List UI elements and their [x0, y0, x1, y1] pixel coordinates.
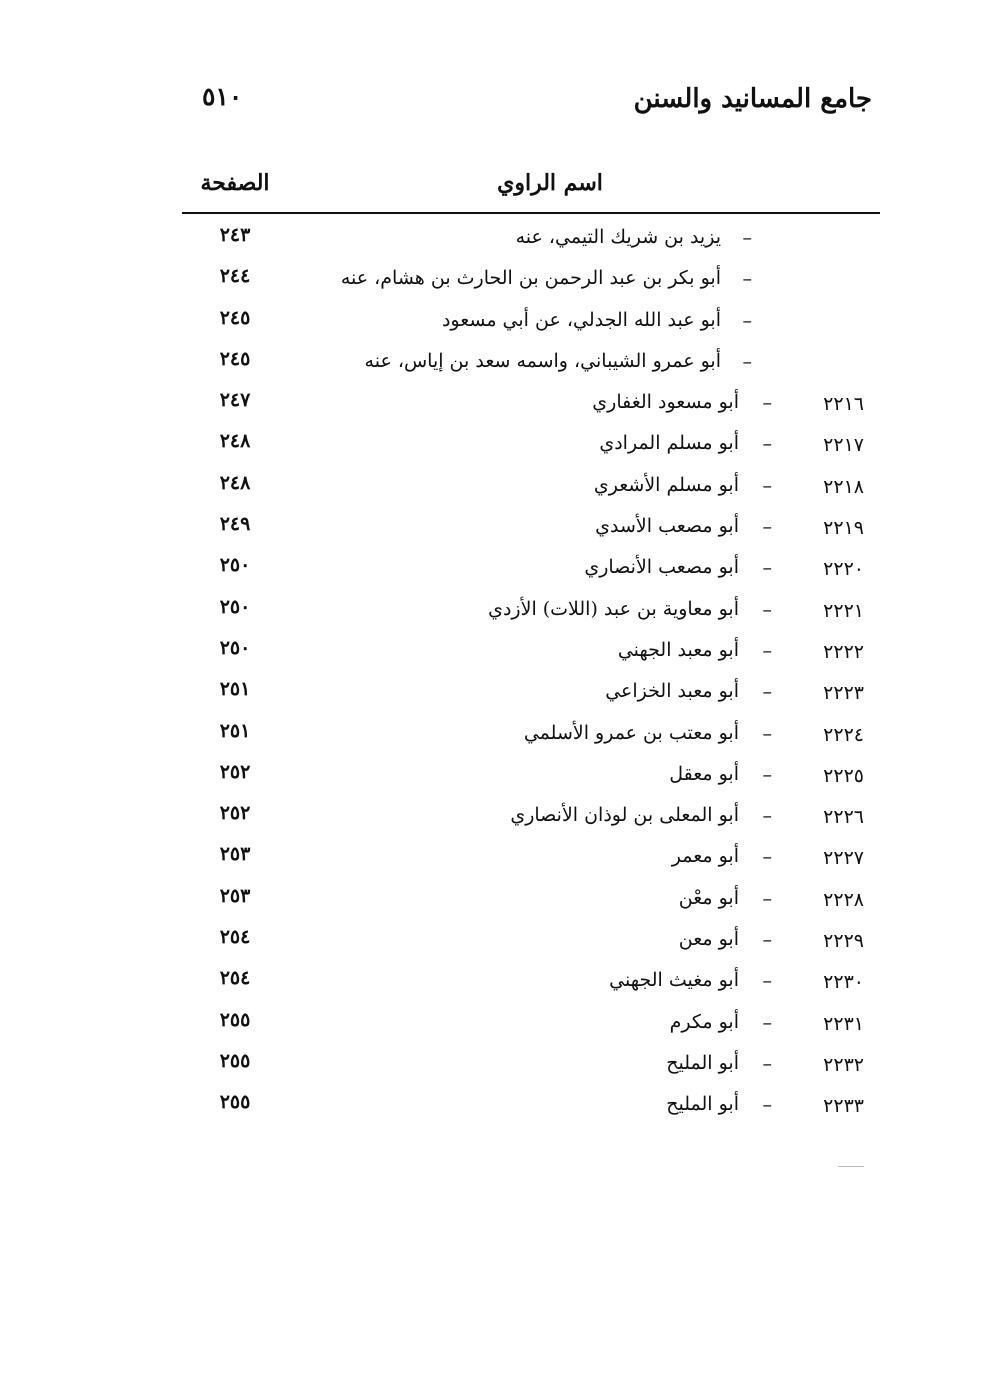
index-row — [0, 552, 984, 593]
page-reference: ٢٥٢ — [219, 802, 251, 825]
entry-dash: – — [762, 474, 772, 497]
narrator-name: أبو مسلم الأشعري — [593, 473, 739, 496]
narrator-name: أبو المعلى بن لوذان الأنصاري — [510, 804, 739, 827]
entry-number: ٢٢٢٤ — [823, 723, 864, 746]
narrator-name: أبو عبد الله الجدلي، عن أبي مسعود — [441, 308, 721, 331]
entry-number: ٢٢١٦ — [823, 393, 864, 416]
index-row — [0, 346, 984, 387]
index-row — [0, 222, 984, 263]
narrator-name: أبو مصعب الأسدي — [595, 515, 739, 538]
entry-number: ٢٢١٨ — [823, 475, 864, 498]
page-number: ٥١٠ — [202, 82, 243, 111]
index-row — [0, 965, 984, 1006]
narrator-name: أبو مصعب الأنصاري — [584, 556, 739, 579]
page-reference: ٢٥٣ — [219, 843, 251, 866]
index-row — [0, 676, 984, 717]
narrator-name: أبو المليح — [666, 1051, 739, 1074]
entry-number: ٢٢٢١ — [823, 599, 864, 622]
page-reference: ٢٥٤ — [219, 967, 251, 990]
index-row — [0, 470, 984, 511]
entry-number: ٢٢٣٠ — [823, 971, 864, 994]
entry-dash: – — [762, 763, 772, 786]
page-reference: ٢٥٥ — [219, 1091, 251, 1114]
entry-dash: – — [742, 309, 752, 332]
page-reference: ٢٥١ — [219, 719, 251, 742]
page-reference: ٢٤٨ — [219, 471, 251, 494]
page-reference: ٢٥٥ — [219, 1049, 251, 1072]
page-reference: ٢٥٠ — [219, 636, 251, 659]
entry-dash: – — [762, 970, 772, 993]
narrator-name: أبو معمر — [671, 845, 739, 868]
entry-number: ٢٢٣١ — [823, 1012, 864, 1035]
index-row — [0, 511, 984, 552]
index-row — [0, 841, 984, 882]
entry-dash: – — [762, 887, 772, 910]
entry-dash: – — [762, 516, 772, 539]
narrator-name: أبو مكرم — [669, 1010, 739, 1033]
entry-number: ٢٢٢٧ — [823, 847, 864, 870]
entry-dash: – — [762, 722, 772, 745]
entry-number: ٢٢٣٣ — [823, 1095, 864, 1118]
narrator-name: أبو عمرو الشيباني، واسمه سعد بن إياس، عنه — [364, 349, 721, 372]
narrator-name: يزيد بن شريك التيمي، عنه — [515, 226, 721, 248]
index-row — [0, 387, 984, 428]
page-reference: ٢٥١ — [219, 678, 251, 701]
index-row — [0, 1048, 984, 1089]
index-row — [0, 1089, 984, 1130]
entry-number: ٢٢٣٢ — [823, 1053, 864, 1076]
entry-number: ٢٢٢٥ — [823, 764, 864, 787]
narrator-name: أبو معتب بن عمرو الأسلمي — [523, 721, 739, 744]
page-reference: ٢٤٨ — [219, 430, 251, 453]
entry-dash: – — [762, 598, 772, 621]
page-reference: ٢٥٠ — [219, 554, 251, 577]
narrator-name: أبو مسعود الغفاري — [592, 391, 739, 414]
page-reference: ٢٤٥ — [219, 306, 251, 329]
entry-number: ٢٢١٧ — [823, 434, 864, 457]
index-row — [0, 883, 984, 924]
entry-number: ٢٢٢٢ — [823, 640, 864, 663]
column-header-name: اسم الراوي — [497, 170, 603, 196]
entry-number: ٢٢٢٨ — [823, 888, 864, 911]
page-reference: ٢٤٣ — [219, 224, 251, 246]
entry-dash: – — [762, 1011, 772, 1034]
narrator-name: أبو معبد الجهني — [617, 638, 739, 661]
narrator-name: أبو معن — [678, 928, 739, 951]
entry-dash: – — [762, 1094, 772, 1117]
index-row — [0, 263, 984, 304]
entry-number: ٢٢٢٠ — [823, 558, 864, 581]
page-reference: ٢٥٥ — [219, 1008, 251, 1031]
narrator-name: أبو معاوية بن عبد (اللات) الأزدي — [488, 597, 739, 620]
entry-dash: – — [762, 433, 772, 456]
entry-number: ٢٢٢٣ — [823, 682, 864, 705]
index-row — [0, 428, 984, 469]
index-row — [0, 305, 984, 346]
index-row — [0, 800, 984, 841]
entry-dash: – — [762, 557, 772, 580]
page-reference: ٢٥٣ — [219, 884, 251, 907]
entry-dash: – — [742, 227, 752, 249]
page-reference: ٢٤٩ — [219, 513, 251, 536]
index-row — [0, 759, 984, 800]
header-rule — [182, 212, 880, 214]
narrator-name: أبو مسلم المرادي — [599, 432, 739, 455]
page-reference: ٢٤٥ — [219, 347, 251, 370]
narrator-name: أبو مغيث الجهني — [609, 969, 739, 992]
narrator-name: أبو معبد الخزاعي — [605, 680, 739, 703]
entry-dash: – — [762, 392, 772, 415]
column-header-page: الصفحة — [200, 170, 270, 196]
entry-dash: – — [762, 846, 772, 869]
narrator-name: أبو المليح — [666, 1093, 739, 1116]
narrator-name: أبو معقل — [669, 762, 739, 785]
entry-number: ٢٢١٩ — [823, 517, 864, 540]
page-reference: ٢٥٠ — [219, 595, 251, 618]
running-title: جامع المسانيد والسنن — [633, 84, 872, 114]
footer-mark — [838, 1166, 864, 1167]
index-row — [0, 635, 984, 676]
entry-dash: – — [742, 268, 752, 291]
page-reference: ٢٥٤ — [219, 926, 251, 949]
index-row — [0, 594, 984, 635]
index-row — [0, 1007, 984, 1048]
entry-number: ٢٢٢٩ — [823, 930, 864, 953]
index-row — [0, 924, 984, 965]
entry-number: ٢٢٢٦ — [823, 806, 864, 829]
entry-dash: – — [742, 350, 752, 373]
page-reference: ٢٥٢ — [219, 760, 251, 783]
narrator-name: أبو معْن — [678, 886, 739, 909]
entry-dash: – — [762, 681, 772, 704]
narrator-name: أبو بكر بن عبد الرحمن بن الحارث بن هشام، عنه — [340, 267, 721, 290]
page-reference: ٢٤٤ — [219, 265, 251, 288]
entry-dash: – — [762, 639, 772, 662]
index-entries — [0, 222, 984, 1131]
entry-dash: – — [762, 929, 772, 952]
page-reference: ٢٤٧ — [219, 389, 251, 412]
entry-dash: – — [762, 805, 772, 828]
entry-dash: – — [762, 1052, 772, 1075]
index-row — [0, 718, 984, 759]
